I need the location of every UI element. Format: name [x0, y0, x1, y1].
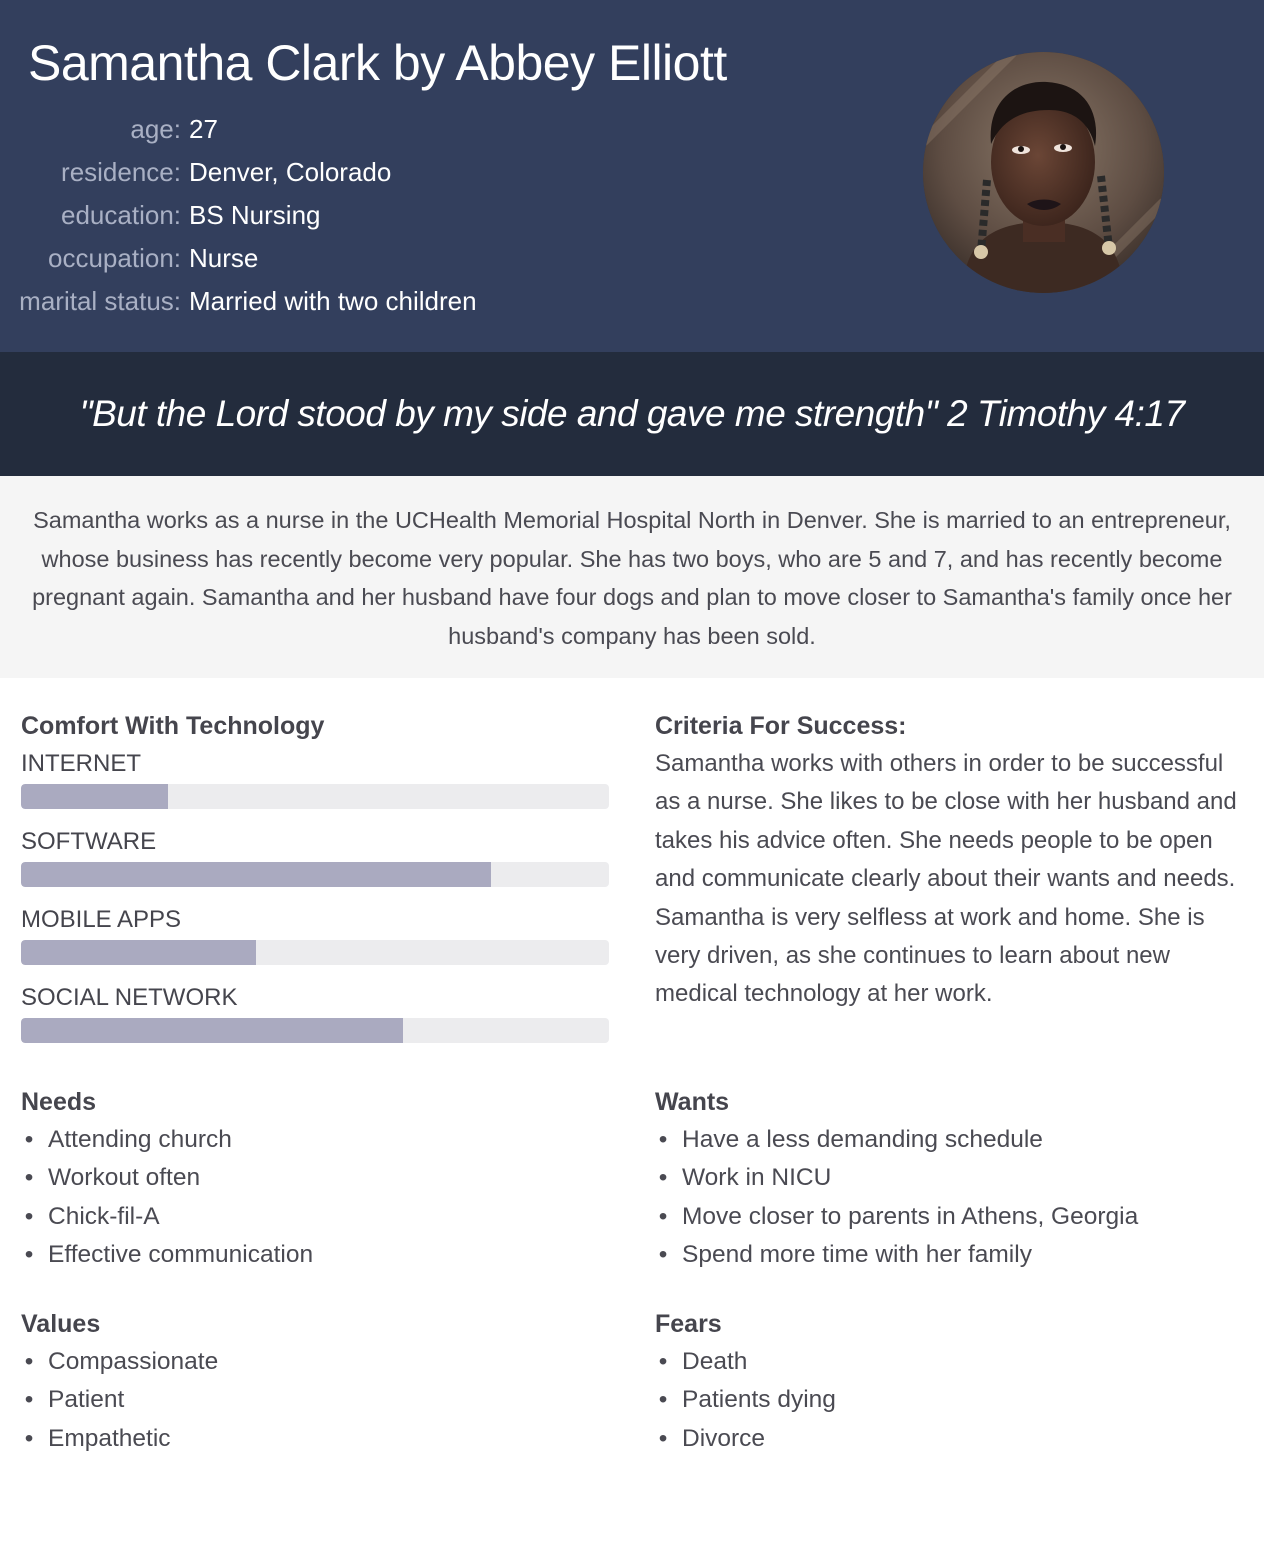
fact-label: residence:	[61, 157, 181, 187]
fears-title: Fears	[655, 1310, 722, 1338]
list-item	[21, 1343, 609, 1381]
tech-bar-fill	[21, 784, 168, 809]
tech-label: SOCIAL NETWORK	[21, 984, 238, 1011]
bullet-icon: •	[658, 1126, 668, 1153]
bullet-icon: •	[658, 1164, 668, 1192]
wants-list	[655, 1121, 1240, 1275]
fact-occupation	[0, 237, 477, 280]
list-item-text: Patients dying	[682, 1386, 836, 1414]
technology-title: Comfort With Technology	[21, 712, 325, 740]
tech-bar-fill	[21, 1018, 403, 1043]
list-item-text: Death	[682, 1348, 748, 1375]
values-title: Values	[21, 1310, 101, 1338]
values-section	[21, 1305, 609, 1458]
list-item	[21, 1420, 609, 1458]
wants-title: Wants	[655, 1088, 730, 1116]
tech-item-mobile-apps	[21, 901, 609, 965]
fact-label: occupation:	[48, 243, 181, 273]
tech-label: SOFTWARE	[21, 828, 157, 855]
tech-bar-track	[21, 862, 609, 887]
list-item	[21, 1198, 609, 1236]
tech-label: INTERNET	[21, 750, 141, 777]
list-item	[21, 1159, 609, 1197]
list-item	[655, 1198, 1240, 1236]
criteria-section	[655, 707, 1240, 1014]
list-item	[655, 1343, 1240, 1381]
fact-education	[0, 194, 477, 237]
tech-bar-fill	[21, 862, 491, 887]
tech-bar-track	[21, 940, 609, 965]
bullet-icon: •	[24, 1164, 34, 1192]
list-item-text: Patient	[48, 1386, 125, 1414]
needs-title: Needs	[21, 1088, 97, 1116]
bullet-icon: •	[24, 1424, 34, 1452]
persona-quote: "But the Lord stood by my side and gave me strength" 2 Timothy 4:17	[79, 393, 1185, 434]
persona-bio: Samantha works as a nurse in the UCHealth Memorial Hospital North in Denver. She is married to an entrepreneur, whose business has recently become very popular. She has two boys, who are 5 and 7, and has recently become pregnant again. Samantha and her husband have four dogs and plan to move closer to Samantha's family once her husband's company has been sold.	[32, 507, 1232, 649]
list-item-text: Empathetic	[48, 1424, 171, 1452]
list-item	[655, 1381, 1240, 1419]
persona-title: Samantha Clark by Abbey Elliott	[28, 35, 727, 91]
persona-header	[0, 0, 1264, 352]
tech-bar-fill	[21, 940, 256, 965]
fact-residence	[0, 151, 477, 194]
bullet-icon: •	[658, 1202, 668, 1230]
quote-band	[0, 352, 1264, 476]
needs-list	[21, 1121, 609, 1275]
values-list	[21, 1343, 609, 1458]
fact-value: Denver, Colorado	[189, 157, 392, 187]
fact-label: education:	[61, 200, 181, 230]
criteria-text: Samantha works with others in order to be successful as a nurse. She likes to be close with her husband and takes his advice often. She needs people to be open and communicate clearly about their wants and needs. Samantha is very selfless at work and home. She is very driven, as she continues to learn about new medical technology at her work.	[655, 750, 1237, 1008]
list-item	[655, 1236, 1240, 1274]
list-item	[21, 1236, 609, 1274]
list-item-text: Attending church	[48, 1126, 232, 1153]
tech-item-software	[21, 823, 609, 887]
list-item-text: Spend more time with her family	[682, 1241, 1032, 1269]
fact-label: marital status:	[19, 286, 181, 316]
list-item-text: Have a less demanding schedule	[682, 1126, 1043, 1153]
list-item	[655, 1420, 1240, 1458]
list-item	[21, 1121, 609, 1159]
fact-label: age:	[130, 114, 181, 144]
tech-label: MOBILE APPS	[21, 906, 182, 933]
list-item-text: Compassionate	[48, 1348, 219, 1375]
list-item-text: Move closer to parents in Athens, Georgia	[682, 1202, 1139, 1230]
tech-bar-track	[21, 1018, 609, 1043]
wants-section	[655, 1083, 1240, 1275]
bio-section	[0, 476, 1264, 678]
persona-facts	[0, 108, 477, 323]
bullet-icon: •	[24, 1386, 34, 1414]
avatar-portrait	[923, 52, 1164, 293]
tech-bar-track	[21, 784, 609, 809]
list-item-text: Chick-fil-A	[48, 1202, 160, 1230]
list-item-text: Work in NICU	[682, 1164, 832, 1192]
needs-section	[21, 1083, 609, 1275]
list-item-text: Workout often	[48, 1164, 201, 1192]
fact-value: Nurse	[189, 243, 259, 273]
list-item	[655, 1159, 1240, 1197]
list-item	[655, 1121, 1240, 1159]
bullet-icon: •	[658, 1424, 668, 1452]
bullet-icon: •	[24, 1126, 34, 1153]
criteria-title: Criteria For Success:	[655, 712, 907, 740]
fact-value: 27	[189, 114, 218, 144]
list-item-text: Divorce	[682, 1424, 766, 1452]
list-item-text: Effective communication	[48, 1241, 314, 1269]
fact-value: BS Nursing	[189, 200, 321, 230]
fears-list	[655, 1343, 1240, 1458]
fact-age	[0, 108, 477, 151]
bullet-icon: •	[24, 1241, 34, 1269]
bullet-icon: •	[658, 1348, 668, 1375]
technology-section	[21, 707, 609, 1057]
tech-item-internet	[21, 745, 609, 809]
tech-item-social-network	[21, 979, 609, 1043]
fact-value: Married with two children	[189, 286, 477, 316]
fears-section	[655, 1305, 1240, 1458]
bullet-icon: •	[658, 1241, 668, 1269]
avatar	[923, 52, 1164, 293]
fact-marital-status	[0, 280, 477, 323]
bullet-icon: •	[658, 1386, 668, 1414]
list-item	[21, 1381, 609, 1419]
bullet-icon: •	[24, 1348, 34, 1375]
bullet-icon: •	[24, 1202, 34, 1230]
